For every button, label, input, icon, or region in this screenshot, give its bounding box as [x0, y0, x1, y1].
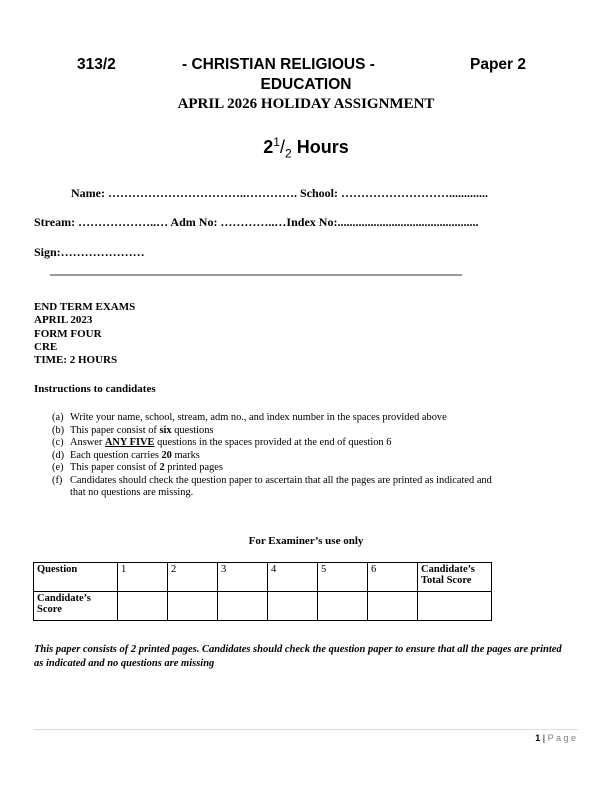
- item-text: that no questions are missing.: [70, 487, 194, 498]
- page-num: 1: [535, 733, 541, 743]
- item-text: questions in the spaces provided at the end of question 6: [154, 437, 392, 448]
- exam-info: [34, 301, 135, 367]
- examiner-title: For Examiner’s use only: [248, 535, 364, 547]
- page-sep: |: [542, 733, 546, 743]
- item-text: Candidates should check the question paper to ascertain that all the pages are printed as indicated and: [70, 474, 492, 486]
- score-label: Candidate’s Score: [34, 592, 118, 621]
- table-header-cell: 6: [368, 563, 418, 592]
- duration: [0, 135, 612, 161]
- fraction-slash: /: [279, 137, 285, 157]
- page-label: P a g e: [547, 733, 576, 743]
- footer-note: This paper consists of 2 printed pages. Candidates should check the question paper to ensure that all the pages are printed as indicated and no questions are missing: [34, 644, 562, 669]
- paper-code: 313/2: [77, 56, 116, 73]
- score-table: [33, 562, 492, 621]
- table-row: [34, 563, 492, 592]
- score-cell[interactable]: [168, 592, 218, 621]
- item-bold: 20: [161, 449, 172, 461]
- item-label: (b): [52, 424, 65, 436]
- item-label: (e): [52, 462, 64, 473]
- item-text: printed pages: [164, 462, 223, 473]
- paper-number: Paper 2: [470, 56, 527, 73]
- table-header-cell: 4: [268, 563, 318, 592]
- exam-info-line: TIME: 2 HOURS: [34, 354, 118, 367]
- exam-info-line: CRE: [34, 340, 58, 353]
- table-header-cell: Question: [34, 563, 118, 592]
- exam-info-line: FORM FOUR: [34, 327, 102, 340]
- duration-unit: Hours: [296, 137, 349, 157]
- duration-whole: 2: [263, 137, 274, 157]
- instruction-item: [52, 462, 223, 475]
- score-cell[interactable]: [118, 592, 168, 621]
- score-cell[interactable]: [268, 592, 318, 621]
- item-label: (c): [52, 437, 64, 448]
- duration-den: 2: [285, 146, 292, 161]
- instruction-item: [52, 412, 447, 425]
- exam-info-line: APRIL 2023: [34, 314, 93, 327]
- item-text: marks: [171, 449, 200, 461]
- table-header-cell: 1: [118, 563, 168, 592]
- footer-rule: [34, 729, 578, 730]
- instruction-item: [52, 425, 213, 438]
- instruction-item: [52, 475, 492, 500]
- table-header-cell: 5: [318, 563, 368, 592]
- item-text: Write your name, school, stream, adm no., and index number in the spaces provided above: [70, 412, 447, 423]
- instructions-heading: Instructions to candidates: [34, 383, 156, 395]
- score-cell[interactable]: [368, 592, 418, 621]
- item-text: questions: [171, 424, 214, 436]
- table-header-cell: 2: [168, 563, 218, 592]
- item-text: Answer: [70, 437, 105, 448]
- instruction-item: [52, 450, 200, 463]
- assignment-title: APRIL 2026 HOLIDAY ASSIGNMENT: [177, 96, 435, 112]
- item-text: This paper consist of: [70, 424, 160, 436]
- item-bold: ANY FIVE: [104, 437, 155, 448]
- instruction-item: [52, 437, 391, 450]
- item-label: (d): [52, 449, 65, 461]
- exam-info-line: END TERM EXAMS: [34, 301, 136, 313]
- subject-title: - CHRISTIAN RELIGIOUS -: [182, 56, 375, 73]
- duration-num: 1: [273, 135, 280, 149]
- table-row: [34, 592, 492, 621]
- score-cell[interactable]: [218, 592, 268, 621]
- name-school-field[interactable]: Name: ……………………………..…………. School: ……………………….............: [71, 186, 488, 200]
- table-header-cell: 3: [218, 563, 268, 592]
- page-number: [535, 733, 576, 743]
- subject-title-cont: EDUCATION: [260, 76, 352, 93]
- item-label: (a): [52, 412, 64, 423]
- item-bold: six: [159, 424, 172, 436]
- item-label: (f): [52, 474, 63, 486]
- item-text: This paper consist of: [70, 462, 160, 473]
- item-text: Each question carries: [70, 449, 162, 461]
- total-score-cell[interactable]: [418, 592, 492, 621]
- item-bold: 2: [159, 462, 165, 473]
- sign-field[interactable]: Sign:…………………: [34, 245, 145, 259]
- divider: [50, 274, 462, 276]
- score-cell[interactable]: [318, 592, 368, 621]
- table-header-cell: Candidate’s Total Score: [418, 563, 492, 592]
- stream-adm-index-field[interactable]: Stream: ………………..… Adm No: …………..…Index No:...............................................: [34, 215, 479, 229]
